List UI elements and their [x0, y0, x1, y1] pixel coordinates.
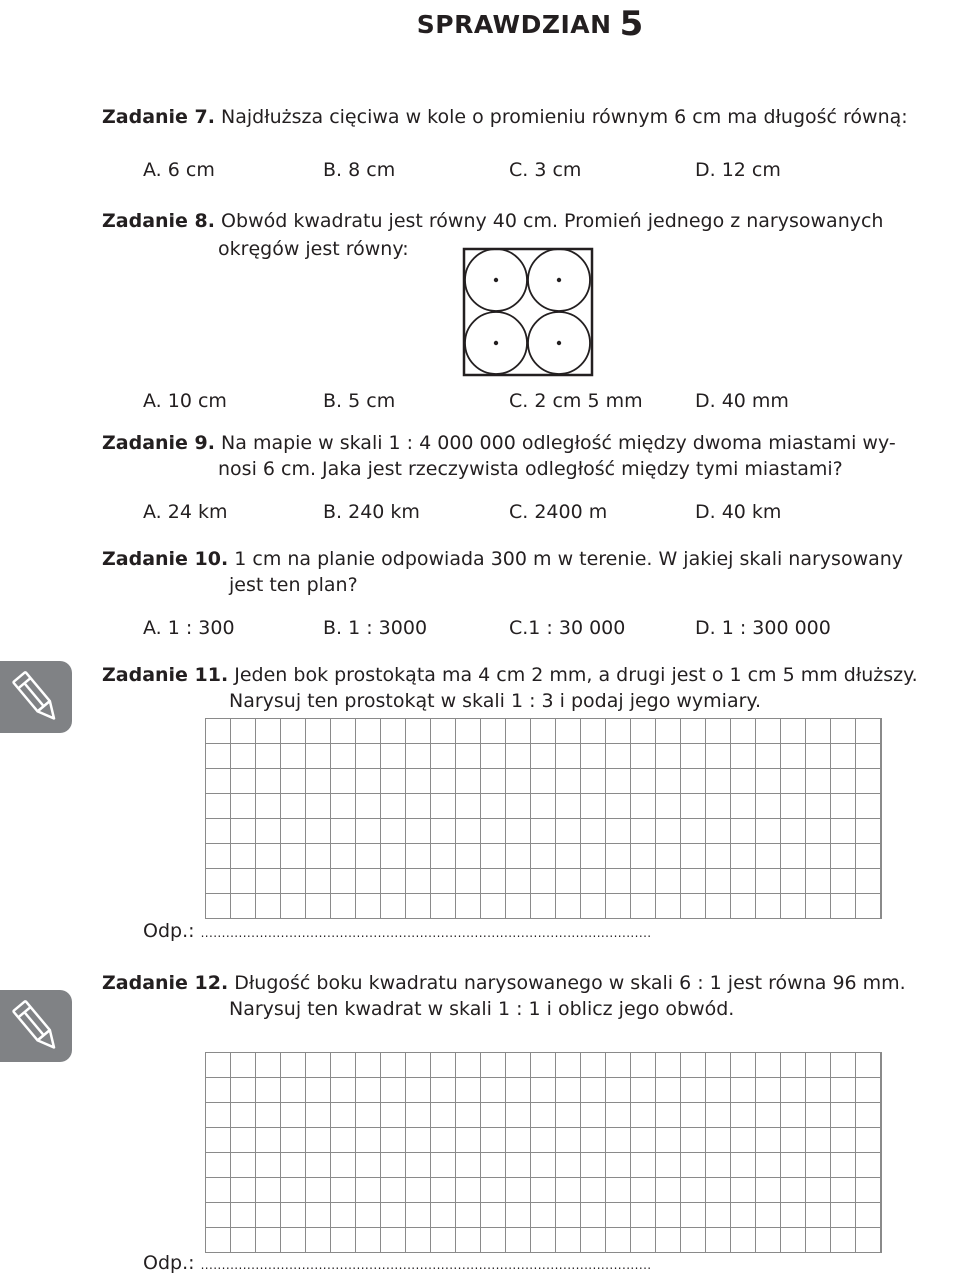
task9-question — [102, 430, 896, 456]
task8-answer-b: B. 5 cm — [323, 390, 396, 412]
center-dot — [494, 341, 498, 345]
task8-text-line2: okręgów jest równy: — [218, 238, 409, 260]
title-word: SPRAWDZIAN — [416, 10, 612, 39]
task7-answer-d: D. 12 cm — [695, 159, 781, 181]
task11-answer-line — [143, 920, 652, 942]
task10-answer-b: B. 1 : 3000 — [323, 617, 428, 639]
pencil-icon — [0, 661, 72, 733]
task12-answer-label: Odp.: — [143, 1252, 201, 1274]
task12-answer-dots[interactable]: ........................................................................................................... — [200, 1258, 652, 1272]
task9-answer-a: A. 24 km — [143, 501, 228, 523]
task11-question — [102, 662, 918, 688]
task7-answer-c: C. 3 cm — [509, 159, 582, 181]
center-dot — [494, 278, 498, 282]
task10-label: Zadanie 10. — [102, 548, 229, 570]
task12-text-line2: Narysuj ten kwadrat w skali 1 : 1 i oblicz jego obwód. — [229, 998, 735, 1020]
task8-answer-a: A. 10 cm — [143, 390, 227, 412]
task10-answer-d: D. 1 : 300 000 — [695, 617, 831, 639]
task11-text-line2: Narysuj ten prostokąt w skali 1 : 3 i podaj jego wymiary. — [229, 690, 761, 712]
task9-text-line2: nosi 6 cm. Jaka jest rzeczywista odległość między tymi miastami? — [218, 458, 843, 480]
square-outline — [464, 249, 592, 375]
task12-label: Zadanie 12. — [102, 972, 229, 994]
task7-label: Zadanie 7. — [102, 106, 215, 128]
task12-drawing-grid[interactable] — [205, 1052, 882, 1253]
task9-text-line1: Na mapie w skali 1 : 4 000 000 odległość między dwoma miastami wy- — [221, 432, 896, 454]
task11-answer-dots[interactable]: ........................................................................................................... — [200, 926, 652, 940]
center-dot — [557, 278, 561, 282]
task9-answer-b: B. 240 km — [323, 501, 420, 523]
task7-answer-b: B. 8 cm — [323, 159, 396, 181]
task8-answer-c: C. 2 cm 5 mm — [509, 390, 643, 412]
task10-question — [102, 546, 903, 572]
task8-label: Zadanie 8. — [102, 210, 215, 232]
task7-text: Najdłuższa cięciwa w kole o promieniu równym 6 cm ma długość równą: — [221, 106, 908, 128]
task12-answer-line — [143, 1252, 652, 1274]
task12-text-line1: Długość boku kwadratu narysowanego w skali 6 : 1 jest równa 96 mm. — [234, 972, 906, 994]
task11-side-tab — [0, 661, 72, 733]
task11-label: Zadanie 11. — [102, 664, 229, 686]
task10-text-line2: jest ten plan? — [229, 574, 358, 596]
center-dot — [557, 341, 561, 345]
task11-answer-label: Odp.: — [143, 920, 201, 942]
task12-side-tab — [0, 990, 72, 1062]
task11-drawing-grid[interactable] — [205, 718, 882, 919]
task10-text-line1: 1 cm na planie odpowiada 300 m w terenie. W jakiej skali narysowany — [234, 548, 904, 570]
task9-answer-c: C. 2400 m — [509, 501, 608, 523]
task10-answer-a: A. 1 : 300 — [143, 617, 235, 639]
task10-answer-c: C.1 : 30 000 — [509, 617, 626, 639]
task9-answer-d: D. 40 km — [695, 501, 782, 523]
pencil-icon — [0, 990, 72, 1062]
task12-question — [102, 970, 906, 996]
task7-answer-a: A. 6 cm — [143, 159, 215, 181]
task9-label: Zadanie 9. — [102, 432, 215, 454]
square-with-circles-figure — [462, 247, 594, 377]
task8-answer-d: D. 40 mm — [695, 390, 789, 412]
title-number: 5 — [619, 4, 644, 44]
task8-question — [102, 208, 883, 234]
task7-question — [102, 104, 908, 130]
task8-text-line1: Obwód kwadratu jest równy 40 cm. Promień jednego z narysowanych — [221, 210, 884, 232]
page-title — [0, 2, 960, 42]
task11-text-line1: Jeden bok prostokąta ma 4 cm 2 mm, a drugi jest o 1 cm 5 mm dłuższy. — [234, 664, 918, 686]
